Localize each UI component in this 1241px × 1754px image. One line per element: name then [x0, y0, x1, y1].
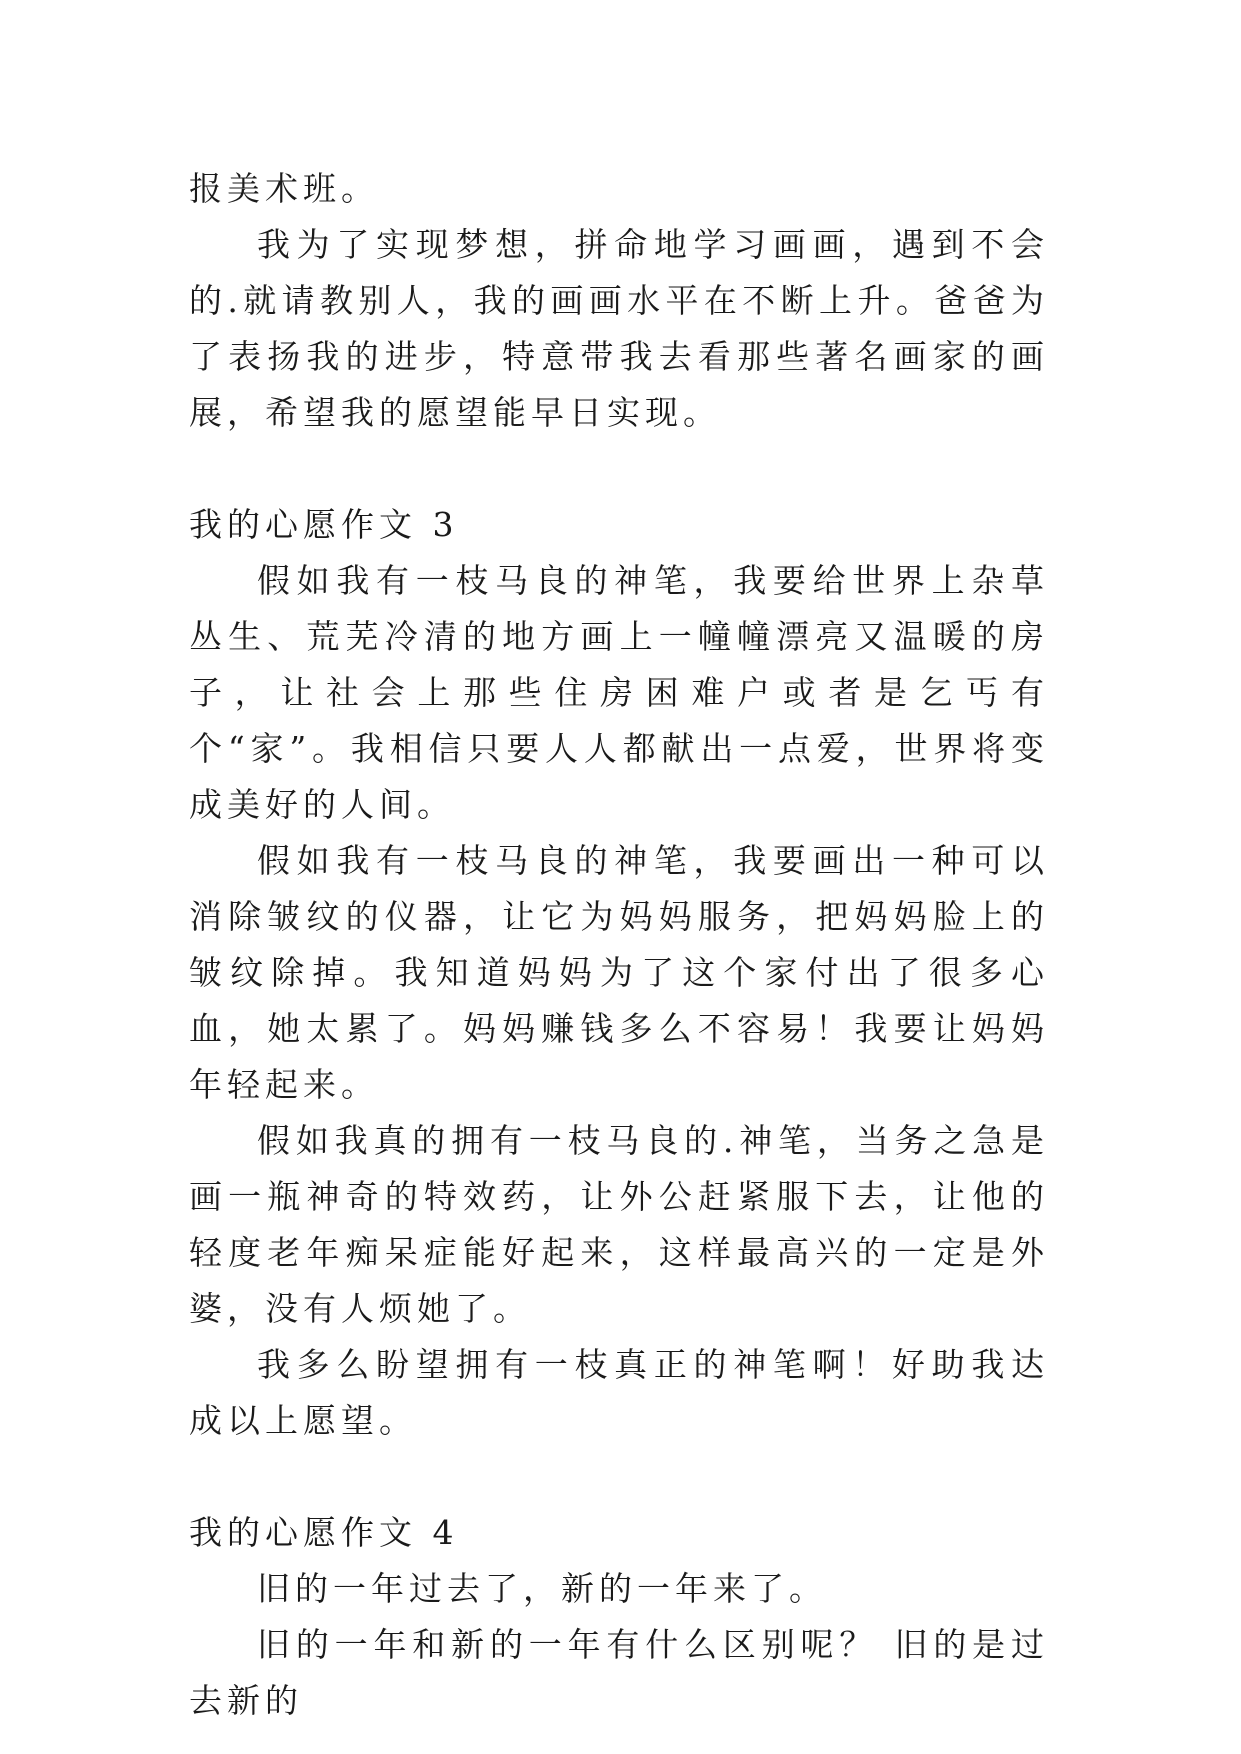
paragraph: 我为了实现梦想，拼命地学习画画，遇到不会的.就请教别人，我的画画水平在不断上升。爸爸为了表扬我的进步，特意带我去看那些著名画家的画展，希望我的愿望能早日实现。 — [189, 225, 1049, 432]
paragraph: 旧的一年过去了，新的一年来了。 — [257, 1569, 827, 1608]
paragraph: 我多么盼望拥有一枝真正的神笔啊！好助我达成以上愿望。 — [189, 1345, 1049, 1440]
section-heading: 我的心愿作文 3 — [189, 505, 459, 544]
paragraph: 假如我有一枝马良的神笔，我要给世界上杂草丛生、荒芜冷清的地方画上一幢幢漂亮又温暖的房子，让社会上那些住房困难户或者是乞丐有个“家”。我相信只要人人都献出一点爱，世界将变成美好的人间。 — [189, 561, 1049, 824]
paragraph: 旧的一年和新的一年有什么区别呢？ 旧的是过去新的 — [189, 1625, 1049, 1720]
paragraph: 假如我有一枝马良的神笔，我要画出一种可以消除皱纹的仪器，让它为妈妈服务，把妈妈脸上的皱纹除掉。我知道妈妈为了这个家付出了很多心血，她太累了。妈妈赚钱多么不容易！我要让妈妈年轻起来。 — [189, 841, 1049, 1104]
paragraph: 假如我真的拥有一枝马良的.神笔，当务之急是画一瓶神奇的特效药，让外公赶紧服下去，让他的轻度老年痴呆症能好起来，这样最高兴的一定是外婆，没有人烦她了。 — [189, 1121, 1049, 1328]
section-heading: 我的心愿作文 4 — [189, 1513, 459, 1552]
document-body — [189, 161, 1049, 1729]
paragraph: 报美术班。 — [189, 169, 379, 208]
